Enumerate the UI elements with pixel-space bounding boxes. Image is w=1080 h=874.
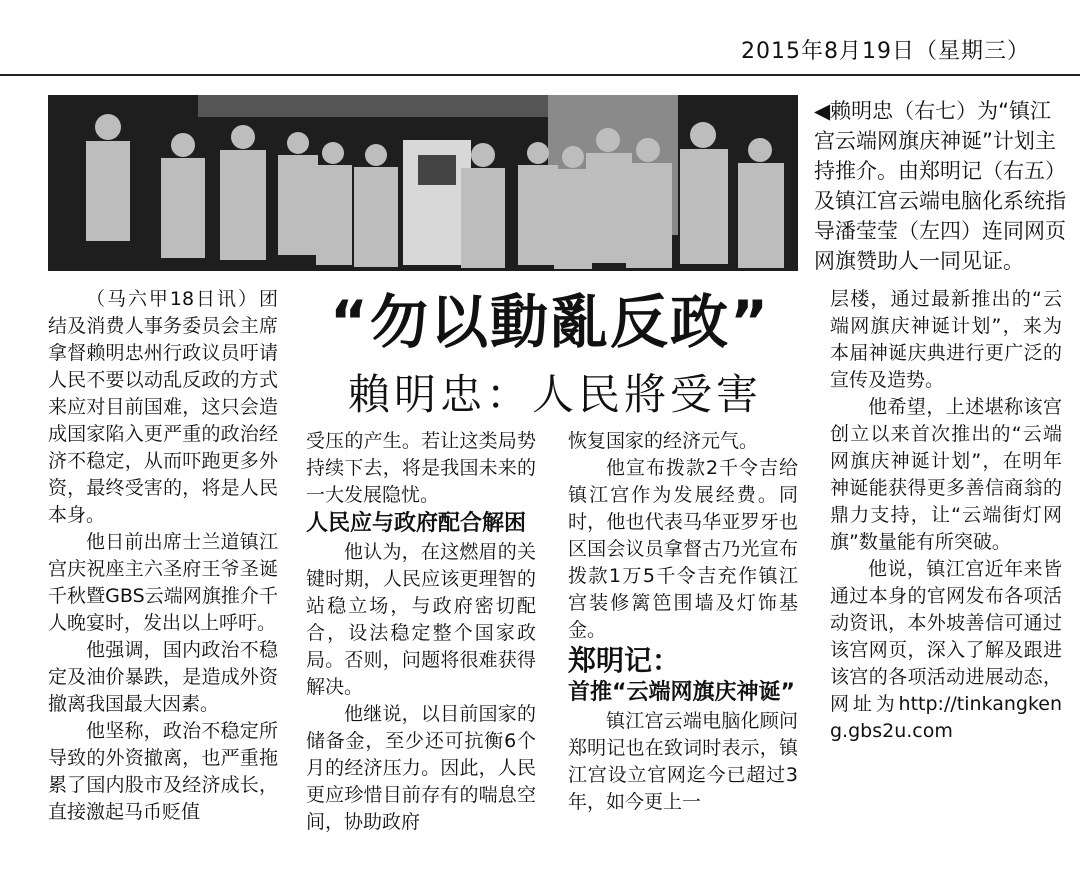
- section-subhead: 郑明记：: [568, 644, 681, 677]
- header-rule: [0, 74, 1080, 76]
- paragraph: 镇江宫云端电脑化顾问郑明记也在致词时表示，镇江宫设立官网迄今已超过3年，如今更上一: [568, 710, 798, 813]
- paragraph: 他宣布拨款2千令吉给镇江宫作为发展经费。同时，他也代表马华亚罗牙也区国会议员拿督古乃光宣布拨款1万5千令吉充作镇江宫装修篱笆围墙及灯饰基金。: [568, 457, 798, 641]
- paragraph: 他强调，国内政治不稳定及油价暴跌，是造成外资撤离我国最大因素。: [48, 639, 278, 715]
- article-column-2: [306, 428, 536, 836]
- paragraph: 他说，镇江宫近年来皆通过本身的官网发布各项活动资讯，本外坡善信可通过该宫网页，深入了解及跟进该宫的各项活动进展动态，网址为http://tinkangkeng.gbs2u.com: [830, 558, 1062, 742]
- article-column-1: [48, 286, 278, 826]
- paragraph: 恢复国家的经济元气。: [568, 430, 759, 452]
- article-column-3: [568, 428, 798, 816]
- news-photo: [48, 95, 798, 271]
- section-subhead: 人民应与政府配合解困: [306, 511, 527, 536]
- subheadline: 賴明忠：人民將受害: [347, 370, 762, 419]
- paragraph: 他坚称，政治不稳定所导致的外资撤离，也严重拖累了国内股市及经济成长，直接激起马币贬值: [48, 720, 278, 823]
- photo-caption: ◀赖明忠（右七）为“镇江宫云端网旗庆神诞”计划主持推介。由郑明记（右五）及镇江宫云端电脑化系统指导潘莹莹（左四）连同网页网旗赞助人一同见证。: [814, 99, 1066, 273]
- date-line: 2015年8月19日（星期三）: [741, 39, 1030, 64]
- paragraph: 他认为，在这燃眉的关键时期，人民应该更理智的站稳立场，与政府密切配合，设法稳定整个国家政局。否则，问题将很难获得解决。: [306, 541, 536, 698]
- paragraph: 受压的产生。若让这类局势持续下去，将是我国未来的一大发展隐忧。: [306, 430, 536, 506]
- paragraph: 他日前出席士兰道镇江宫庆祝座主六圣府王爷圣诞千秋暨GBS云端网旗推介千人晚宴时，发出以上呼吁。: [48, 531, 278, 634]
- paragraph: （马六甲18日讯）团结及消费人事务委员会主席拿督赖明忠州行政议员吁请人民不要以动乱反政的方式来应对目前国难，这只会造成国家陷入更严重的政治经济不稳定，从而吓跑更多外资，最终受害的，将是人民本身。: [48, 288, 278, 526]
- article-column-4: [830, 286, 1062, 745]
- section-subhead: 首推“云端网旗庆神诞”: [568, 680, 795, 705]
- paragraph: 他希望，上述堪称该宫创立以来首次推出的“云端网旗庆神诞计划”，在明年神诞能获得更多善信商翁的鼎力支持，让“云端街灯网旗”数量能有所突破。: [830, 396, 1062, 553]
- headline: “勿以動亂反政”: [329, 288, 771, 356]
- paragraph: 层楼，通过最新推出的“云端网旗庆神诞计划”，来为本届神诞庆典进行更广泛的宣传及造势。: [830, 288, 1062, 391]
- paragraph: 他继说，以目前国家的储备金，至少还可抗衡6个月的经济压力。因此，人民更应珍惜目前存有的喘息空间，协助政府: [306, 703, 536, 833]
